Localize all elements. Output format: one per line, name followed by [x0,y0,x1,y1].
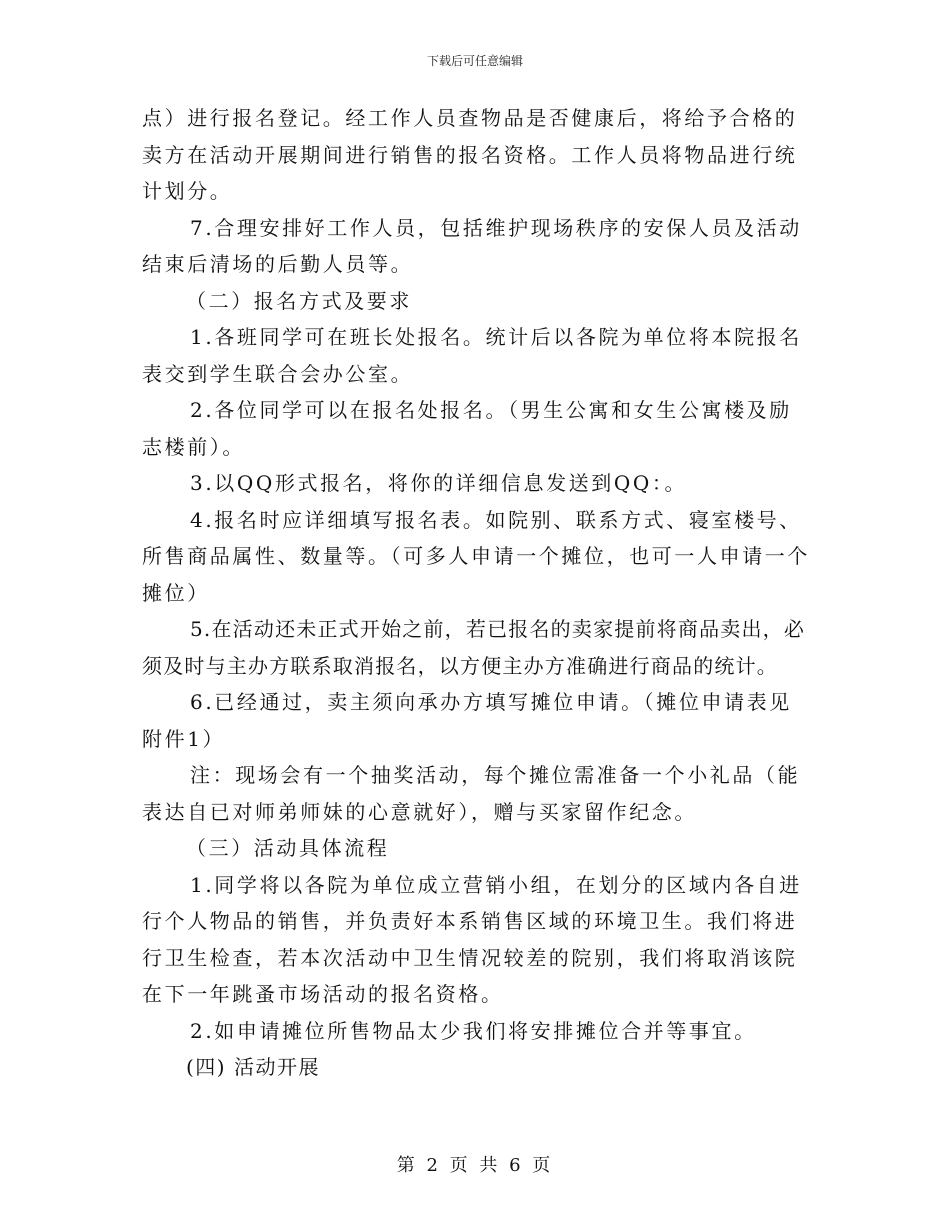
paragraph-process-1: 1.同学将以各院为单位成立营销小组，在划分的区域内各自进行个人物品的销售，并负责好本系销售区域的环境卫生。我们将进行卫生检查，若本次活动中卫生情况较差的院别，我们将取消该院在下一年跳蚤市场活动的报名资格。 [142,872,802,1006]
paragraph-item-4: 4.报名时应详细填写报名表。如院别、联系方式、寝室楼号、所售商品属性、数量等。（可多人申请一个摊位，也可一人申请一个摊位） [142,507,810,605]
paragraph-item-7: 7.合理安排好工作人员，包括维护现场秩序的安保人员及活动结束后清场的后勤人员等。 [142,215,802,276]
paragraph-item-2: 2.各位同学可以在报名处报名。（男生公寓和女生公寓楼及励志楼前）。 [142,398,792,459]
page-indicator: 第 2 页 共 6 页 [396,1155,554,1176]
paragraph-continuation: 点）进行报名登记。经工作人员查物品是否健康后，将给予合格的卖方在活动开展期间进行销售的报名资格。工作人员将物品进行统计划分。 [142,106,798,203]
paragraph-item-5: 5.在活动还未正式开始之前，若已报名的卖家提前将商品卖出，必须及时与主办方联系取消报名，以方便主办方准确进行商品的统计。 [142,617,806,678]
paragraph-item-6: 6.已经通过，卖主须向承办方填写摊位申请。（摊位申请表见附件1） [142,690,792,751]
section-heading-2: （二）报名方式及要求 [186,288,412,313]
paragraph-process-2: 2.如申请摊位所售物品太少我们将安排摊位合并等事宜。 [190,1018,757,1043]
page-header-note: 下载后可任意编辑 [426,54,523,68]
document-body [142,100,810,1086]
paragraph-item-1: 1.各班同学可在班长处报名。统计后以各院为单位将本院报名表交到学生联合会办公室。 [142,325,802,386]
paragraph-item-3: 3.以QQ形式报名，将你的详细信息发送到QQ：。 [190,471,688,495]
section-heading-3: （三）活动具体流程 [186,836,390,860]
section-heading-4: (四) 活动开展 [186,1055,320,1079]
paragraph-note: 注：现场会有一个抽奖活动，每个摊位需准备一个小礼品（能表达自已对师弟师妹的心意就好），赠与买家留作纪念。 [142,763,801,824]
